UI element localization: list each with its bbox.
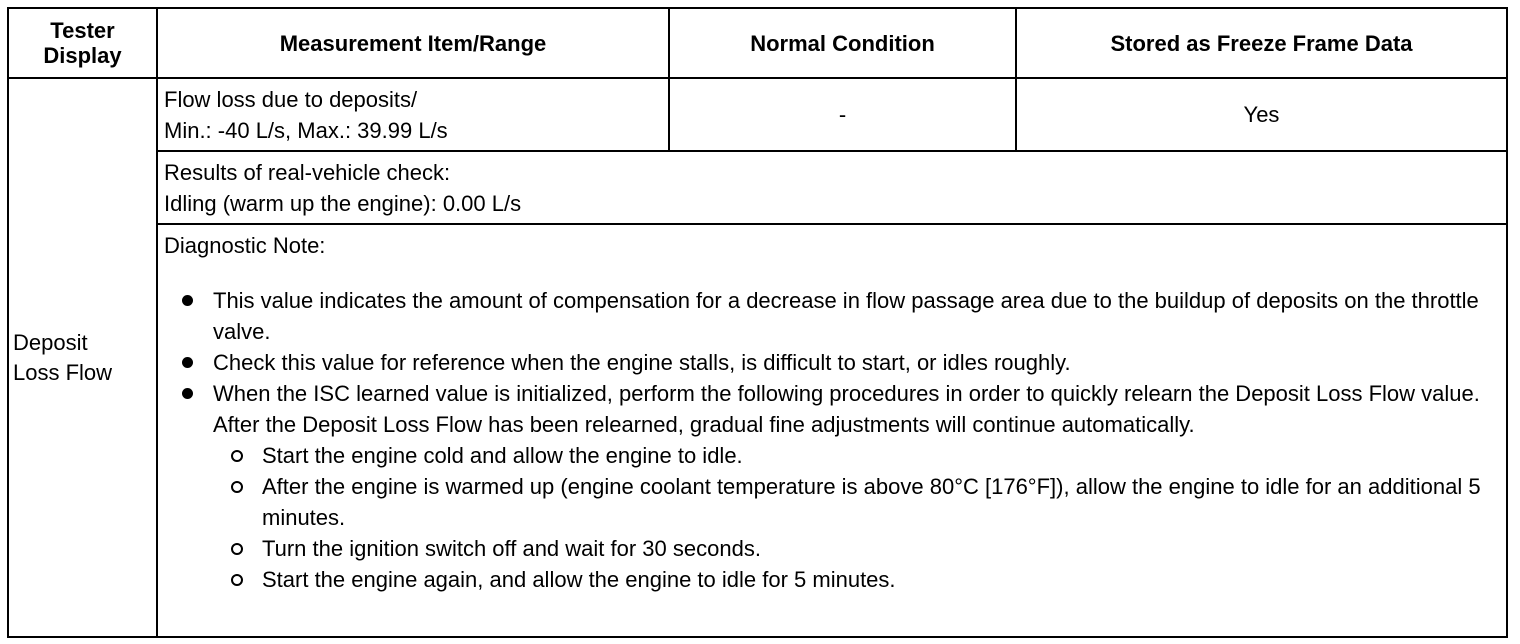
measurement-line1: Flow loss due to deposits/ [164, 86, 418, 112]
note-text: This value indicates the amount of compensation for a decrease in flow passage area due to the buildup of deposits on the throttle valve. [213, 288, 1479, 344]
list-item [213, 440, 1498, 471]
tester-display-cell [8, 78, 157, 637]
measurement-range-cell [157, 78, 669, 151]
diagnostic-note-list [164, 285, 1498, 595]
procedure-text: Start the engine again, and allow the engine to idle for 5 minutes. [262, 567, 896, 592]
header-tester-display-line2: Display [43, 43, 122, 68]
procedure-text: Start the engine cold and allow the engine to idle. [262, 443, 743, 468]
list-item [213, 471, 1498, 533]
diagnostic-note-title: Diagnostic Note: [164, 233, 326, 258]
header-freeze-frame: Stored as Freeze Frame Data [1016, 8, 1507, 78]
measurement-line2: Min.: -40 L/s, Max.: 39.99 L/s [164, 117, 448, 143]
table-row [8, 224, 1507, 637]
list-item [213, 533, 1498, 564]
header-normal-condition: Normal Condition [669, 8, 1016, 78]
table-row [8, 151, 1507, 224]
list-item [213, 564, 1498, 595]
normal-condition-cell: - [669, 78, 1016, 151]
note-text: When the ISC learned value is initialized, perform the following procedures in order to quickly relearn the Deposit Loss Flow value. After the Deposit Loss Flow has been relearned, gradual fine adjustments will continue automatically. [213, 381, 1480, 437]
header-tester-display [8, 8, 157, 78]
list-item [164, 378, 1498, 595]
table-row [8, 78, 1507, 151]
list-item [164, 347, 1498, 378]
freeze-frame-cell: Yes [1016, 78, 1507, 151]
spec-table [7, 7, 1508, 638]
real-check-line2: Idling (warm up the engine): 0.00 L/s [164, 190, 522, 216]
diagnostic-note-cell [157, 224, 1507, 637]
real-check-line1: Results of real-vehicle check: [164, 159, 451, 185]
procedure-list [213, 440, 1498, 595]
tester-display-name-line1: Deposit [13, 329, 88, 355]
procedure-text: Turn the ignition switch off and wait for 30 seconds. [262, 536, 761, 561]
procedure-text: After the engine is warmed up (engine coolant temperature is above 80°C [176°F]), allow the engine to idle for an additional 5 minutes. [262, 474, 1481, 530]
header-row [8, 8, 1507, 78]
note-text: Check this value for reference when the engine stalls, is difficult to start, or idles roughly. [213, 350, 1071, 375]
tester-display-name-line2: Loss Flow [13, 359, 113, 385]
real-vehicle-check-cell [157, 151, 1507, 224]
list-item [164, 285, 1498, 347]
header-tester-display-line1: Tester [50, 18, 115, 43]
header-measurement-item: Measurement Item/Range [157, 8, 669, 78]
